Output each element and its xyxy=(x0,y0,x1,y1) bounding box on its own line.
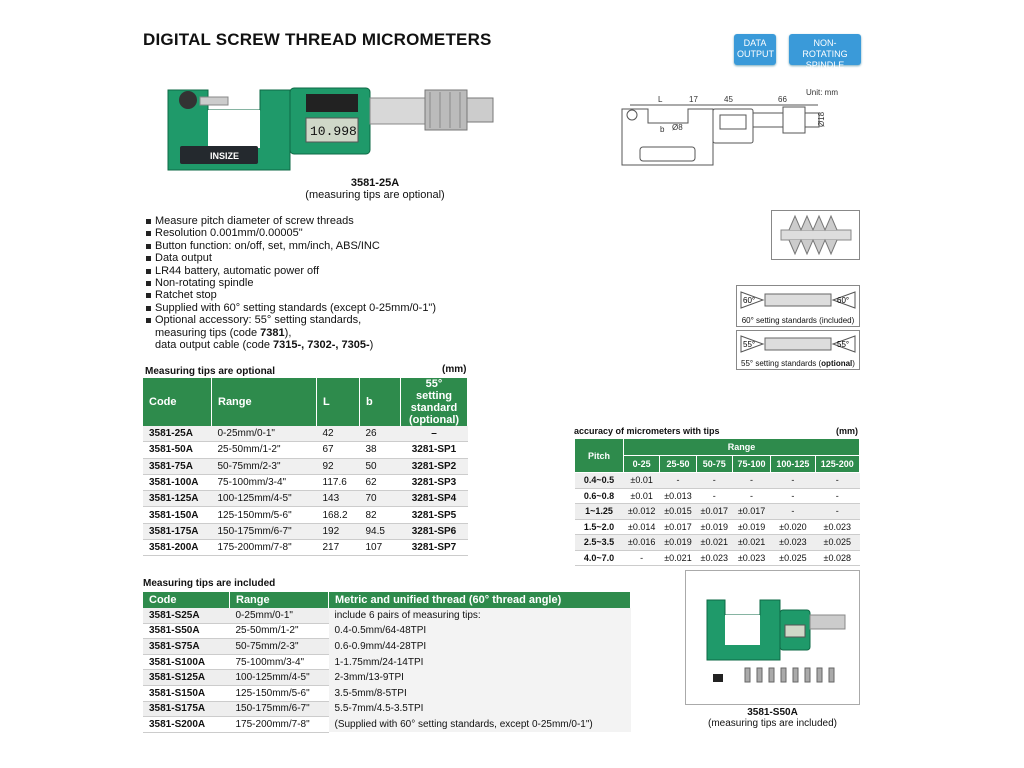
product-note: (measuring tips are optional) xyxy=(305,189,445,201)
cell: ±0.025 xyxy=(815,535,859,551)
feature-item: Supplied with 60° setting standards (except 0-25mm/0-1") xyxy=(145,302,436,314)
feature-item-continued xyxy=(145,327,436,339)
text-part: ), xyxy=(284,326,292,339)
cell: - xyxy=(815,473,859,489)
cell-sp: 3281-SP4 xyxy=(401,491,468,507)
cell: ±0.028 xyxy=(815,550,859,566)
cell-range: 75-100mm/3-4" xyxy=(230,654,329,670)
cell-sp: – xyxy=(401,426,468,442)
range-header: 125-200 xyxy=(815,456,859,473)
cell-L: 192 xyxy=(317,523,360,539)
cell-range: 150-175mm/6-7" xyxy=(230,701,329,717)
feature-item: Button function: on/off, set, mm/inch, ABS/INC xyxy=(145,240,436,252)
feature-item: Measure pitch diameter of screw threads xyxy=(145,215,436,227)
cell: ±0.023 xyxy=(771,535,815,551)
non-rotating-spindle-badge xyxy=(789,34,861,70)
thread-profile-icon xyxy=(771,210,860,260)
page-title: DIGITAL SCREW THREAD MICROMETERS xyxy=(143,30,492,49)
cell-range: 0-25mm/0-1" xyxy=(230,608,329,623)
table-row xyxy=(143,426,468,442)
table-row xyxy=(575,488,860,504)
feature-item: Non-rotating spindle xyxy=(145,277,436,289)
cell-b: 38 xyxy=(360,442,401,458)
cell-code: 3581-150A xyxy=(143,507,212,523)
cell: ±0.021 xyxy=(732,535,770,551)
table-row xyxy=(575,550,860,566)
cell: ±0.021 xyxy=(696,535,732,551)
cell: ±0.017 xyxy=(660,519,696,535)
product-model: 3581-25A xyxy=(350,177,400,189)
dim-L: L xyxy=(658,95,663,104)
cell-code: 3581-200A xyxy=(143,540,212,556)
cell-code: 3581-175A xyxy=(143,523,212,539)
drawing-unit: Unit: mm xyxy=(806,88,838,97)
cell-range: 50-75mm/2-3" xyxy=(212,458,317,474)
cell: - xyxy=(660,473,696,489)
range-header: 100-125 xyxy=(771,456,815,473)
table-header-row xyxy=(143,378,468,426)
text-part: data output cable (code xyxy=(155,339,274,352)
micrometer-product-image xyxy=(160,80,500,180)
label-part: ) xyxy=(852,359,855,368)
table-row xyxy=(143,523,468,539)
cell-L: 117.6 xyxy=(317,474,360,490)
cell-b: 70 xyxy=(360,491,401,507)
cell-sp: 3281-SP6 xyxy=(401,523,468,539)
cell-b: 50 xyxy=(360,458,401,474)
cell: ±0.023 xyxy=(732,550,770,566)
table-row xyxy=(575,535,860,551)
table2-unit: (mm) xyxy=(836,426,858,436)
feature-item-continued xyxy=(145,339,436,351)
setting-standard-60-box xyxy=(736,285,860,327)
table1-unit: (mm) xyxy=(442,364,467,375)
cell: ±0.023 xyxy=(696,550,732,566)
cell-range: 125-150mm/5-6" xyxy=(212,507,317,523)
table-row xyxy=(143,654,631,670)
cell: - xyxy=(696,473,732,489)
table-row xyxy=(143,623,631,639)
kit-photo-caption xyxy=(690,707,855,729)
setting-standard-60-icon xyxy=(737,286,859,314)
accuracy-table xyxy=(574,438,860,566)
feature-list xyxy=(145,215,436,351)
cell-code: 3581-S175A xyxy=(143,701,230,717)
cell-range: 175-200mm/7-8" xyxy=(230,717,329,733)
dim-66: 66 xyxy=(778,95,787,104)
cell: ±0.020 xyxy=(771,519,815,535)
table-row xyxy=(143,474,468,490)
angle-60-left: 60° xyxy=(743,296,756,305)
table-row xyxy=(143,540,468,556)
col-header: Code xyxy=(143,378,212,426)
cell: - xyxy=(696,488,732,504)
cell-pitch: 0.4~0.5 xyxy=(575,473,624,489)
table-row xyxy=(143,717,631,733)
cell: ±0.012 xyxy=(624,504,660,520)
label-bold: optional xyxy=(821,359,853,368)
cell-b: 62 xyxy=(360,474,401,490)
cell-code: 3581-S100A xyxy=(143,654,230,670)
optional-tips-table xyxy=(143,378,468,556)
dim-d18: Ø18 xyxy=(817,111,826,127)
range-header: 75-100 xyxy=(732,456,770,473)
cell-sp: 3281-SP3 xyxy=(401,474,468,490)
cell-pitch: 4.0~7.0 xyxy=(575,550,624,566)
cell-sp: 3281-SP1 xyxy=(401,442,468,458)
cell-L: 168.2 xyxy=(317,507,360,523)
cell: ±0.021 xyxy=(660,550,696,566)
cell-b: 107 xyxy=(360,540,401,556)
cell: - xyxy=(771,488,815,504)
cell: - xyxy=(732,488,770,504)
product-caption xyxy=(300,177,450,201)
cell-code: 3581-25A xyxy=(143,426,212,442)
cell-code: 3581-S150A xyxy=(143,685,230,701)
cell: ±0.013 xyxy=(660,488,696,504)
cell: - xyxy=(815,504,859,520)
data-output-badge xyxy=(734,34,776,65)
brand-logo-text: INSIZE xyxy=(210,151,240,161)
cell: ±0.01 xyxy=(624,488,660,504)
cell-range: 100-125mm/4-5" xyxy=(212,491,317,507)
cell: ±0.019 xyxy=(696,519,732,535)
cell-sp: 3281-SP2 xyxy=(401,458,468,474)
col-header-range: Range xyxy=(624,439,860,456)
cell-b: 94.5 xyxy=(360,523,401,539)
table-row xyxy=(143,458,468,474)
cell-pitch: 1.5~2.0 xyxy=(575,519,624,535)
cell-desc: 3.5-5mm/8-5TPI xyxy=(329,685,631,701)
feature-item: LR44 battery, automatic power off xyxy=(145,265,436,277)
cell-code: 3581-50A xyxy=(143,442,212,458)
cell-code: 3581-S50A xyxy=(143,623,230,639)
cell-b: 26 xyxy=(360,426,401,442)
cell-b: 82 xyxy=(360,507,401,523)
label-part: 55° setting standards ( xyxy=(741,359,822,368)
cell-desc: 1-1.75mm/24-14TPI xyxy=(329,654,631,670)
cell-desc: (Supplied with 60° setting standards, except 0-25mm/0-1") xyxy=(329,717,631,733)
cell: ±0.015 xyxy=(660,504,696,520)
table-row xyxy=(143,670,631,686)
cell: ±0.014 xyxy=(624,519,660,535)
cell-range: 100-125mm/4-5" xyxy=(230,670,329,686)
table1-label: Measuring tips are optional xyxy=(145,366,276,377)
cell: - xyxy=(815,488,859,504)
dim-17: 17 xyxy=(689,95,698,104)
cell: ±0.01 xyxy=(624,473,660,489)
cell-pitch: 0.6~0.8 xyxy=(575,488,624,504)
cell: ±0.019 xyxy=(732,519,770,535)
cell-code: 3581-125A xyxy=(143,491,212,507)
cell-code: 3581-S125A xyxy=(143,670,230,686)
cell: ±0.017 xyxy=(732,504,770,520)
cell-L: 67 xyxy=(317,442,360,458)
cell-desc: 5.5-7mm/4.5-3.5TPI xyxy=(329,701,631,717)
badge-label: NON-ROTATING SPINDLE xyxy=(802,38,848,70)
kit-model: 3581-S50A xyxy=(747,707,798,718)
cell-range: 175-200mm/7-8" xyxy=(212,540,317,556)
feature-item: Ratchet stop xyxy=(145,289,436,301)
cell-range: 75-100mm/3-4" xyxy=(212,474,317,490)
table-header-row xyxy=(575,439,860,456)
cell-range: 125-150mm/5-6" xyxy=(230,685,329,701)
cell-code: 3581-75A xyxy=(143,458,212,474)
col-header: b xyxy=(360,378,401,426)
cell: - xyxy=(624,550,660,566)
dimension-drawing xyxy=(618,85,838,180)
cell-code: 3581-100A xyxy=(143,474,212,490)
table-row xyxy=(143,608,631,623)
cell-range: 0-25mm/0-1" xyxy=(212,426,317,442)
badge-label: DATA OUTPUT xyxy=(737,38,774,59)
text-part: measuring tips (code xyxy=(155,326,261,339)
code-bold: 7381 xyxy=(260,326,285,339)
feature-item: Optional accessory: 55° setting standards, xyxy=(145,314,436,326)
col-header: Code xyxy=(143,592,230,608)
cell: - xyxy=(771,504,815,520)
display-readout: 10.998 xyxy=(310,124,357,139)
table-row xyxy=(143,701,631,717)
setting-standard-60-label: 60° setting standards (included) xyxy=(741,316,855,325)
range-header: 0-25 xyxy=(624,456,660,473)
text-part: ) xyxy=(369,339,374,352)
dim-b: b xyxy=(660,125,665,134)
cell-desc: 2-3mm/13-9TPI xyxy=(329,670,631,686)
feature-item: Resolution 0.001mm/0.00005" xyxy=(145,227,436,239)
angle-55-right: 55° xyxy=(837,340,850,349)
table-row xyxy=(575,519,860,535)
cell-L: 42 xyxy=(317,426,360,442)
cell: - xyxy=(771,473,815,489)
col-header: Range xyxy=(230,592,329,608)
cell: ±0.023 xyxy=(815,519,859,535)
cell-code: 3581-S200A xyxy=(143,717,230,733)
table-row xyxy=(575,473,860,489)
cell-range: 25-50mm/1-2" xyxy=(230,623,329,639)
dim-45: 45 xyxy=(724,95,733,104)
cell-L: 92 xyxy=(317,458,360,474)
cell-code: 3581-S25A xyxy=(143,608,230,623)
col-header-pitch: Pitch xyxy=(575,439,624,473)
cell: ±0.019 xyxy=(660,535,696,551)
cell-sp: 3281-SP7 xyxy=(401,540,468,556)
cell-range: 50-75mm/2-3" xyxy=(230,639,329,655)
table-row xyxy=(575,504,860,520)
col-header: L xyxy=(317,378,360,426)
cell-pitch: 1~1.25 xyxy=(575,504,624,520)
micrometer-kit-photo xyxy=(685,570,860,705)
table2-label: accuracy of micrometers with tips xyxy=(574,426,720,436)
col-header: Metric and unified thread (60° thread angle) xyxy=(329,592,631,608)
cell-range: 25-50mm/1-2" xyxy=(212,442,317,458)
table-header-row xyxy=(143,592,631,608)
range-header: 25-50 xyxy=(660,456,696,473)
feature-item: Data output xyxy=(145,252,436,264)
cell-code: 3581-S75A xyxy=(143,639,230,655)
code-bold: 7315-, 7302-, 7305- xyxy=(273,339,370,352)
cell: ±0.017 xyxy=(696,504,732,520)
col-header: Range xyxy=(212,378,317,426)
table-row xyxy=(143,639,631,655)
col-header: 55° setting standard (optional) xyxy=(401,378,468,426)
cell: ±0.025 xyxy=(771,550,815,566)
setting-standard-55-box xyxy=(736,330,860,370)
included-tips-table xyxy=(143,592,631,733)
dim-d8: Ø8 xyxy=(672,123,683,132)
table-row xyxy=(143,442,468,458)
range-header: 50-75 xyxy=(696,456,732,473)
table-row xyxy=(143,685,631,701)
table3-label: Measuring tips are included xyxy=(143,578,276,589)
setting-standard-55-icon xyxy=(737,331,859,357)
cell-desc: 0.4-0.5mm/64-48TPI xyxy=(329,623,631,639)
cell-desc: include 6 pairs of measuring tips: xyxy=(329,608,631,623)
cell: ±0.016 xyxy=(624,535,660,551)
cell-L: 217 xyxy=(317,540,360,556)
angle-60-right: 60° xyxy=(837,296,850,305)
setting-standard-55-label xyxy=(737,359,859,368)
cell: - xyxy=(732,473,770,489)
table-row xyxy=(143,507,468,523)
cell-range: 150-175mm/6-7" xyxy=(212,523,317,539)
cell-sp: 3281-SP5 xyxy=(401,507,468,523)
table-row xyxy=(143,491,468,507)
cell-pitch: 2.5~3.5 xyxy=(575,535,624,551)
kit-note: (measuring tips are included) xyxy=(708,718,837,729)
angle-55-left: 55° xyxy=(743,340,756,349)
cell-L: 143 xyxy=(317,491,360,507)
cell-desc: 0.6-0.9mm/44-28TPI xyxy=(329,639,631,655)
